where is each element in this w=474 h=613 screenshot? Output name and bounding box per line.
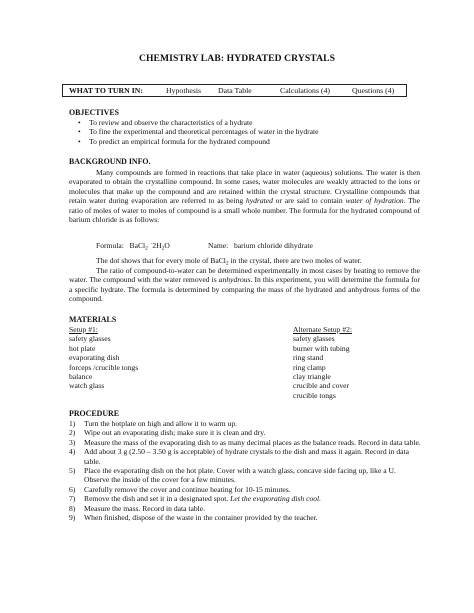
setup-1-header: Setup #1: [69, 325, 98, 334]
objective-item: • To review and observe the characteristics of a hydrate [78, 118, 253, 127]
procedure-step: 9) When finished, dispose of the waste in the container provided by the teacher. [69, 513, 318, 523]
term-anhydrous: anhydrous [218, 275, 251, 285]
procedure-step: 8) Measure the mass. Record in data table. [69, 503, 206, 513]
formula-line [96, 241, 313, 252]
procedure-heading: PROCEDURE [69, 409, 119, 418]
page-title: CHEMISTRY LAB: HYDRATED CRYSTALS [138, 53, 336, 64]
material-item: forceps /crucible tongs [69, 362, 139, 372]
material-item: balance [69, 372, 93, 382]
bullet-icon: • [78, 127, 81, 137]
turn-in-box [62, 84, 407, 97]
materials-heading: MATERIALS [69, 315, 117, 324]
procedure-step: 2) Wipe out an evaporating dish; make sure it is clean and dry. [69, 428, 266, 438]
material-item: watch glass [69, 381, 105, 391]
procedure-step: 7) Remove the dish and set it in a designated spot. Let the evaporating dish cool. [69, 494, 322, 504]
term-hydrated: hydrated [245, 196, 273, 206]
material-item: hot plate [69, 343, 96, 353]
setup-1-list [69, 325, 138, 391]
background-paragraph-1: Many compounds are formed in reactions that take place in water (aqueous) solutions. The water is then evaporated to obtain the crystalline compound. In some cases, water molecules are weakly attracted to the ions or molecules that make up the compound and are retained within the crystal structure. Crystalline compounds that retain water during evaporation are referred to as being hydrated or are said to contain water of hydration. The ratio of moles of water to moles of compound is a small whole number. The formula for the hydrated compound of barium chloride is as follows: [69, 168, 420, 225]
material-item: ring stand [293, 353, 324, 363]
cool-instruction: Let the evaporating dish cool. [230, 494, 322, 504]
formula-value: BaCl$_2$ $˙2H_2O$ [129, 241, 170, 252]
background-paragraph-3: The ratio of compound-to-water can be determined experimentally in most cases by heating to remove the water. The compound with the water removed is anhydrous. In this experiment, you will determine the formula for a specific hydrate. The formula is determined by comparing the mass of the hydrated and anhydrous forms of the compound. [69, 266, 420, 304]
material-item: clay triangle [293, 372, 331, 382]
turn-in-data-table: Data Table [218, 86, 252, 95]
background-paragraph-2: The dot shows that for every mole of BaCl$_2$ in the crystal, there are two moles of water. [96, 256, 362, 267]
procedure-step: 4) Add about 3 g (2.50 – 3.50 g is acceptable) of hydrate crystals to the dish and mass it again. Record in data table. [69, 447, 409, 466]
objectives-list [69, 118, 420, 146]
material-item: crucible tongs [293, 390, 336, 400]
turn-in-questions: Questions (4) [352, 86, 395, 95]
material-item: crucible and cover [293, 381, 350, 391]
material-item: safety glasses [69, 334, 111, 344]
procedure-list [69, 419, 423, 522]
procedure-step: 5) Place the evaporating dish on the hot plate. Cover with a watch glass, concave side facing up, like a U. Observe the inside of the cover for a few minutes. [69, 466, 396, 485]
compound-name: Name: barium chloride dihydrate [208, 241, 313, 250]
procedure-step: 1) Turn the hotplate on high and allow it to warm up. [69, 419, 238, 428]
procedure-step: 3) Measure the mass of the evaporating dish to as many decimal places as the balance reads. Record in data table. [69, 437, 421, 447]
term-water-of-hydration: water of hydration [345, 196, 404, 206]
background-heading: BACKGROUND INFO. [69, 157, 151, 166]
material-item: evaporating dish [69, 353, 120, 363]
material-item: safety glasses [293, 334, 335, 344]
turn-in-label: WHAT TO TURN IN: [69, 86, 144, 95]
bullet-icon: • [78, 118, 81, 127]
setup-2-list [293, 325, 352, 400]
turn-in-calculations: Calculations (4) [280, 86, 331, 95]
turn-in-hypothesis: Hypothesis [166, 86, 202, 95]
objective-item: • To fine the experimental and theoretical percentages of water in the hydrate [78, 127, 319, 137]
objective-item: • To predict an empirical formula for the hydrated compound [78, 136, 270, 146]
formula-label: Formula: [96, 241, 124, 250]
objectives-heading: OBJECTIVES [69, 108, 119, 117]
material-item: burner with tubing [293, 343, 350, 353]
material-item: ring clamp [293, 362, 326, 372]
setup-2-header: Alternate Setup #2: [293, 325, 353, 334]
bullet-icon: • [78, 136, 81, 146]
procedure-step: 6) Carefully remove the cover and continue heating for 10-15 minutes. [69, 484, 291, 494]
